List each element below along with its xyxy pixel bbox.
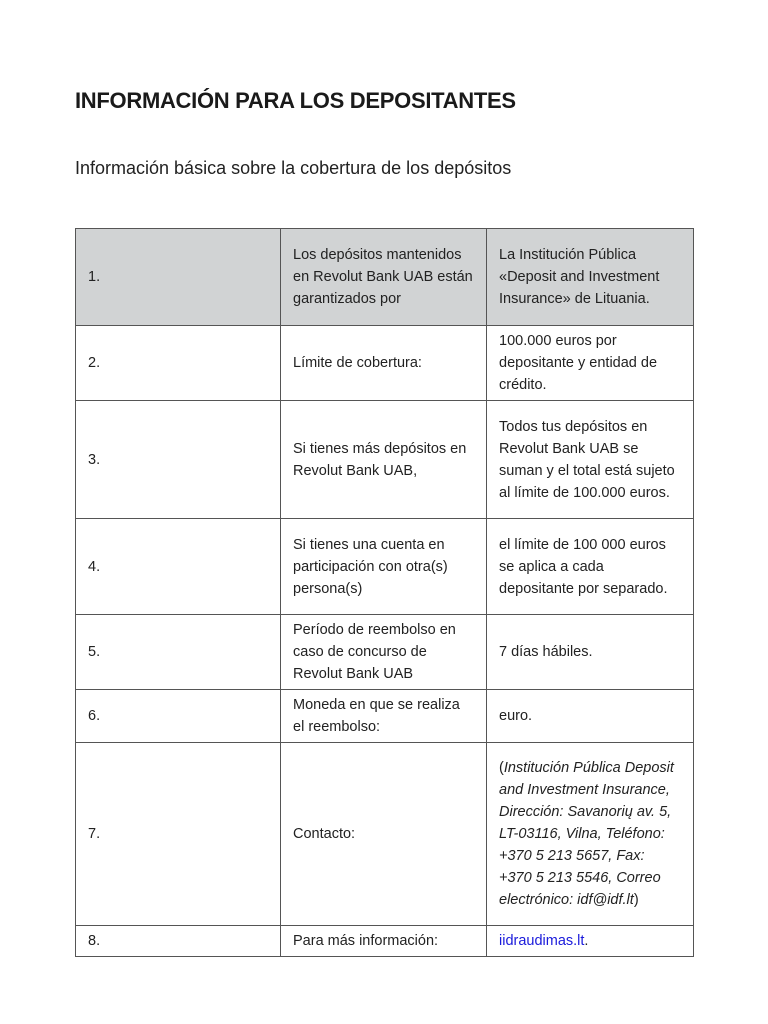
row-value: 7 días hábiles.: [487, 615, 694, 690]
paren-open: (: [499, 760, 504, 776]
row-number: 8.: [76, 926, 281, 957]
table-row: [76, 743, 694, 926]
row-number: 7.: [76, 743, 281, 926]
table-row: [76, 690, 694, 743]
paren-close: ): [633, 892, 639, 908]
row-label: Límite de cobertura:: [281, 326, 487, 401]
row-label: Período de reembolso en caso de concurso de Revolut Bank UAB: [281, 615, 487, 690]
row-label: Si tienes una cuenta en participación con otra(s) persona(s): [281, 519, 487, 615]
row-number: 5.: [76, 615, 281, 690]
row-label: Moneda en que se realiza el reembolso:: [281, 690, 487, 743]
deposit-info-table: [75, 228, 694, 957]
row-value: el límite de 100 000 euros se aplica a cada depositante por separado.: [487, 519, 694, 615]
link-suffix: .: [584, 933, 589, 949]
page-subtitle: Información básica sobre la cobertura de los depósitos: [75, 158, 512, 178]
row-number: 2.: [76, 326, 281, 401]
table-row: [76, 229, 694, 326]
row-value: [487, 926, 694, 957]
row-number: 1.: [76, 229, 281, 326]
row-value: euro.: [487, 690, 694, 743]
row-number: 4.: [76, 519, 281, 615]
table-row: [76, 326, 694, 401]
row-number: 6.: [76, 690, 281, 743]
info-link[interactable]: iidraudimas.lt: [499, 933, 585, 949]
contact-details: Institución Pública Deposit and Investment Insurance, Dirección: Savanorių av. 5, LT-03116, Vilna, Teléfono: +370 5 213 5657, Fax: +370 5 213 5546, Correo electrónico: idf@idf.lt: [499, 760, 674, 908]
row-value: 100.000 euros por depositante y entidad de crédito.: [487, 326, 694, 401]
row-value: [487, 743, 694, 926]
table-row: [76, 615, 694, 690]
row-value: Todos tus depósitos en Revolut Bank UAB se suman y el total está sujeto al límite de 100.000 euros.: [487, 401, 694, 519]
row-label: Contacto:: [281, 743, 487, 926]
table-row: [76, 519, 694, 615]
table-row: [76, 926, 694, 957]
row-label: Los depósitos mantenidos en Revolut Bank UAB están garantizados por: [281, 229, 487, 326]
page-title: INFORMACIÓN PARA LOS DEPOSITANTES: [75, 88, 516, 113]
row-number: 3.: [76, 401, 281, 519]
table-row: [76, 401, 694, 519]
row-label: Si tienes más depósitos en Revolut Bank UAB,: [281, 401, 487, 519]
row-value: La Institución Pública «Deposit and Investment Insurance» de Lituania.: [487, 229, 694, 326]
row-label: Para más información:: [281, 926, 487, 957]
